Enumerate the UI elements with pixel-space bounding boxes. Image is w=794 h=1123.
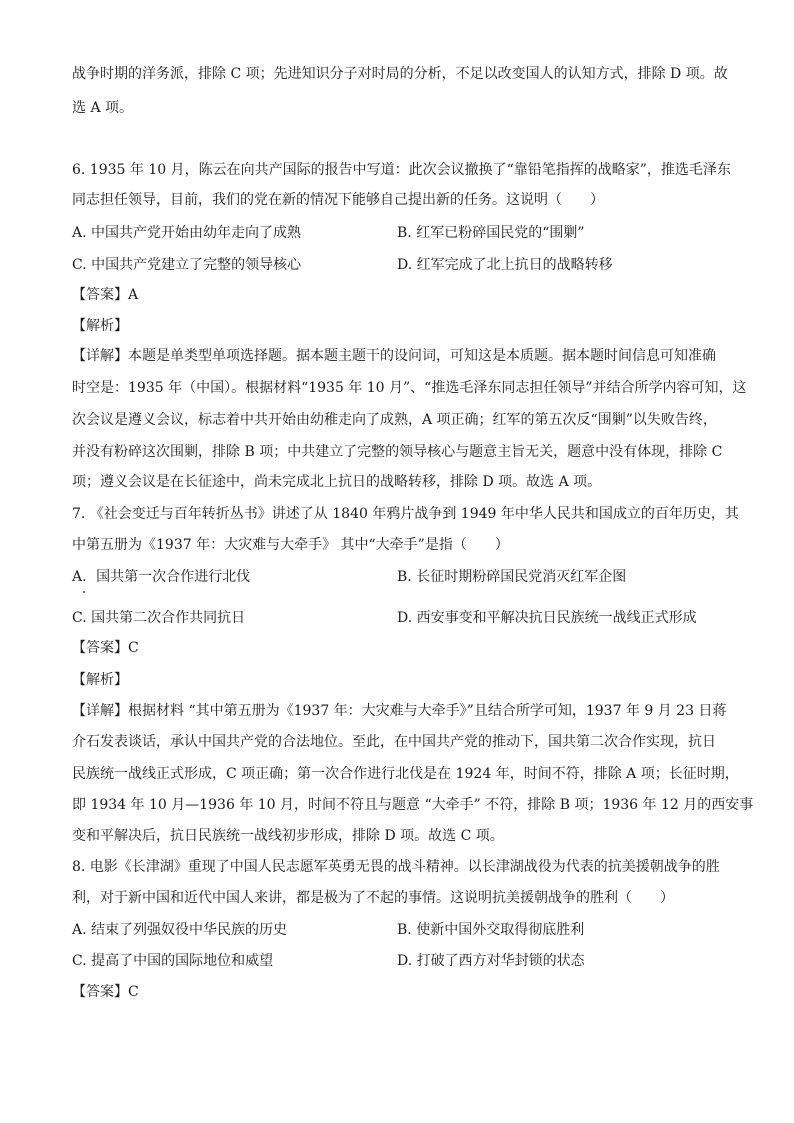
- q6-answer: 【答案】A: [72, 287, 139, 303]
- q6-detail-line-4: 并没有粉碎这次围剿，排除 B 项；中共建立了完整的领导核心与题意主旨无关，题意中没有体现，排除 C: [72, 444, 723, 460]
- q6-option-a: A. 中国共产党开始由幼年走向了成熟: [72, 225, 302, 241]
- q7-answer: 【答案】C: [72, 640, 139, 656]
- q7-detail-line-4: 即 1934 年 10 月—1936 年 10 月，时间不符且与题意 “大牵手” 不符，排除 B 项；1936 年 12 月的西安事: [72, 797, 754, 813]
- q7-option-a: A．国共第一次合作进行北伐: [72, 569, 251, 585]
- q6-detail-line-3: 次会议是遵义会议，标志着中共开始由幼稚走向了成熟，A 项正确；红军的第五次反“围剿”以失败告终，: [72, 412, 717, 428]
- q8-answer: 【答案】C: [72, 984, 139, 1000]
- q7-detail-line-5: 变和平解决后，抗日民族统一战线初步形成，排除 D 项。故选 C 项。: [72, 828, 504, 844]
- q6-analysis-heading: 【解析】: [72, 318, 128, 334]
- q8-option-d: D. 打破了西方对华封锁的状态: [397, 953, 585, 969]
- q7-detail-line-3: 民族统一战线正式形成，C 项正确；第一次合作进行北伐是在 1924 年，时间不符，排除 A 项；长征时期，: [72, 766, 739, 782]
- q7-option-c: C. 国共第二次合作共同抗日: [72, 610, 246, 626]
- q7-analysis-heading: 【解析】: [72, 672, 128, 688]
- intro-line-1: 战争时期的洋务派，排除 C 项；先进知识分子对时局的分析，不足以改变国人的认知方式，排除 D 项。故: [72, 66, 728, 82]
- intro-line-2: 选 A 项。: [72, 100, 134, 116]
- q6-option-c: C. 中国共产党建立了完整的领导核心: [72, 257, 302, 273]
- q8-stem-line-1: 8. 电影《长津湖》重现了中国人民志愿军英勇无畏的战斗精神。以长津湖战役为代表的抗美援朝战争的胜: [72, 859, 720, 875]
- stray-dot-mark: [83, 591, 85, 593]
- q7-detail-line-1: 【详解】根据材料 “其中第五册为《1937 年：大灾难与大牵手》”且结合所学可知，1937 年 9 月 23 日蒋: [72, 703, 727, 719]
- q6-option-b: B. 红军已粉碎国民党的“围剿”: [397, 225, 585, 241]
- q7-option-b: B. 长征时期粉碎国民党消灭红军企图: [397, 569, 627, 585]
- q8-option-c: C. 提高了中国的国际地位和威望: [72, 953, 274, 969]
- q6-stem-line-2: 同志担任领导，目前，我们的党在新的情况下能够自己提出新的任务。这说明（ ）: [72, 192, 604, 208]
- q8-option-a: A. 结束了列强奴役中华民族的历史: [72, 922, 288, 938]
- q7-stem-line-2: 中第五册为《1937 年：大灾难与大牵手》 其中“大牵手”是指（ ）: [72, 537, 509, 553]
- q6-detail-line-5: 项；遵义会议是在长征途中，尚未完成北上抗日的战略转移，排除 D 项。故选 A 项。: [72, 474, 602, 490]
- q6-detail-line-2: 时空是：1935 年（中国）。根据材料“1935 年 10 月”、“推选毛泽东同志担任领导”并结合所学内容可知，这: [72, 380, 747, 396]
- q6-option-d: D. 红军完成了北上抗日的战略转移: [397, 257, 613, 273]
- q6-detail-line-1: 【详解】本题是单类型单项选择题。据本题主题干的设问词，可知这是本质题。据本题时间信息可知准确: [72, 348, 716, 364]
- q8-stem-line-2: 利，对于新中国和近代中国人来讲，都是极为了不起的事情。这说明抗美援朝战争的胜利（ ）: [72, 890, 674, 906]
- q7-detail-line-2: 介石发表谈话，承认中国共产党的合法地位。至此，在中国共产党的推动下，国共第二次合作实现，抗日: [72, 734, 716, 750]
- q6-stem-line-1: 6. 1935 年 10 月，陈云在向共产国际的报告中写道：此次会议撤换了“靠铅笔指挥的战略家”，推选毛泽东: [72, 162, 731, 178]
- q7-option-d: D. 西安事变和平解决抗日民族统一战线正式形成: [397, 610, 697, 626]
- q7-stem-line-1: 7. 《社会变迁与百年转折丛书》讲述了从 1840 年鸦片战争到 1949 年中华人民共和国成立的百年历史，其: [72, 506, 739, 522]
- q8-option-b: B. 使新中国外交取得彻底胜利: [397, 922, 585, 938]
